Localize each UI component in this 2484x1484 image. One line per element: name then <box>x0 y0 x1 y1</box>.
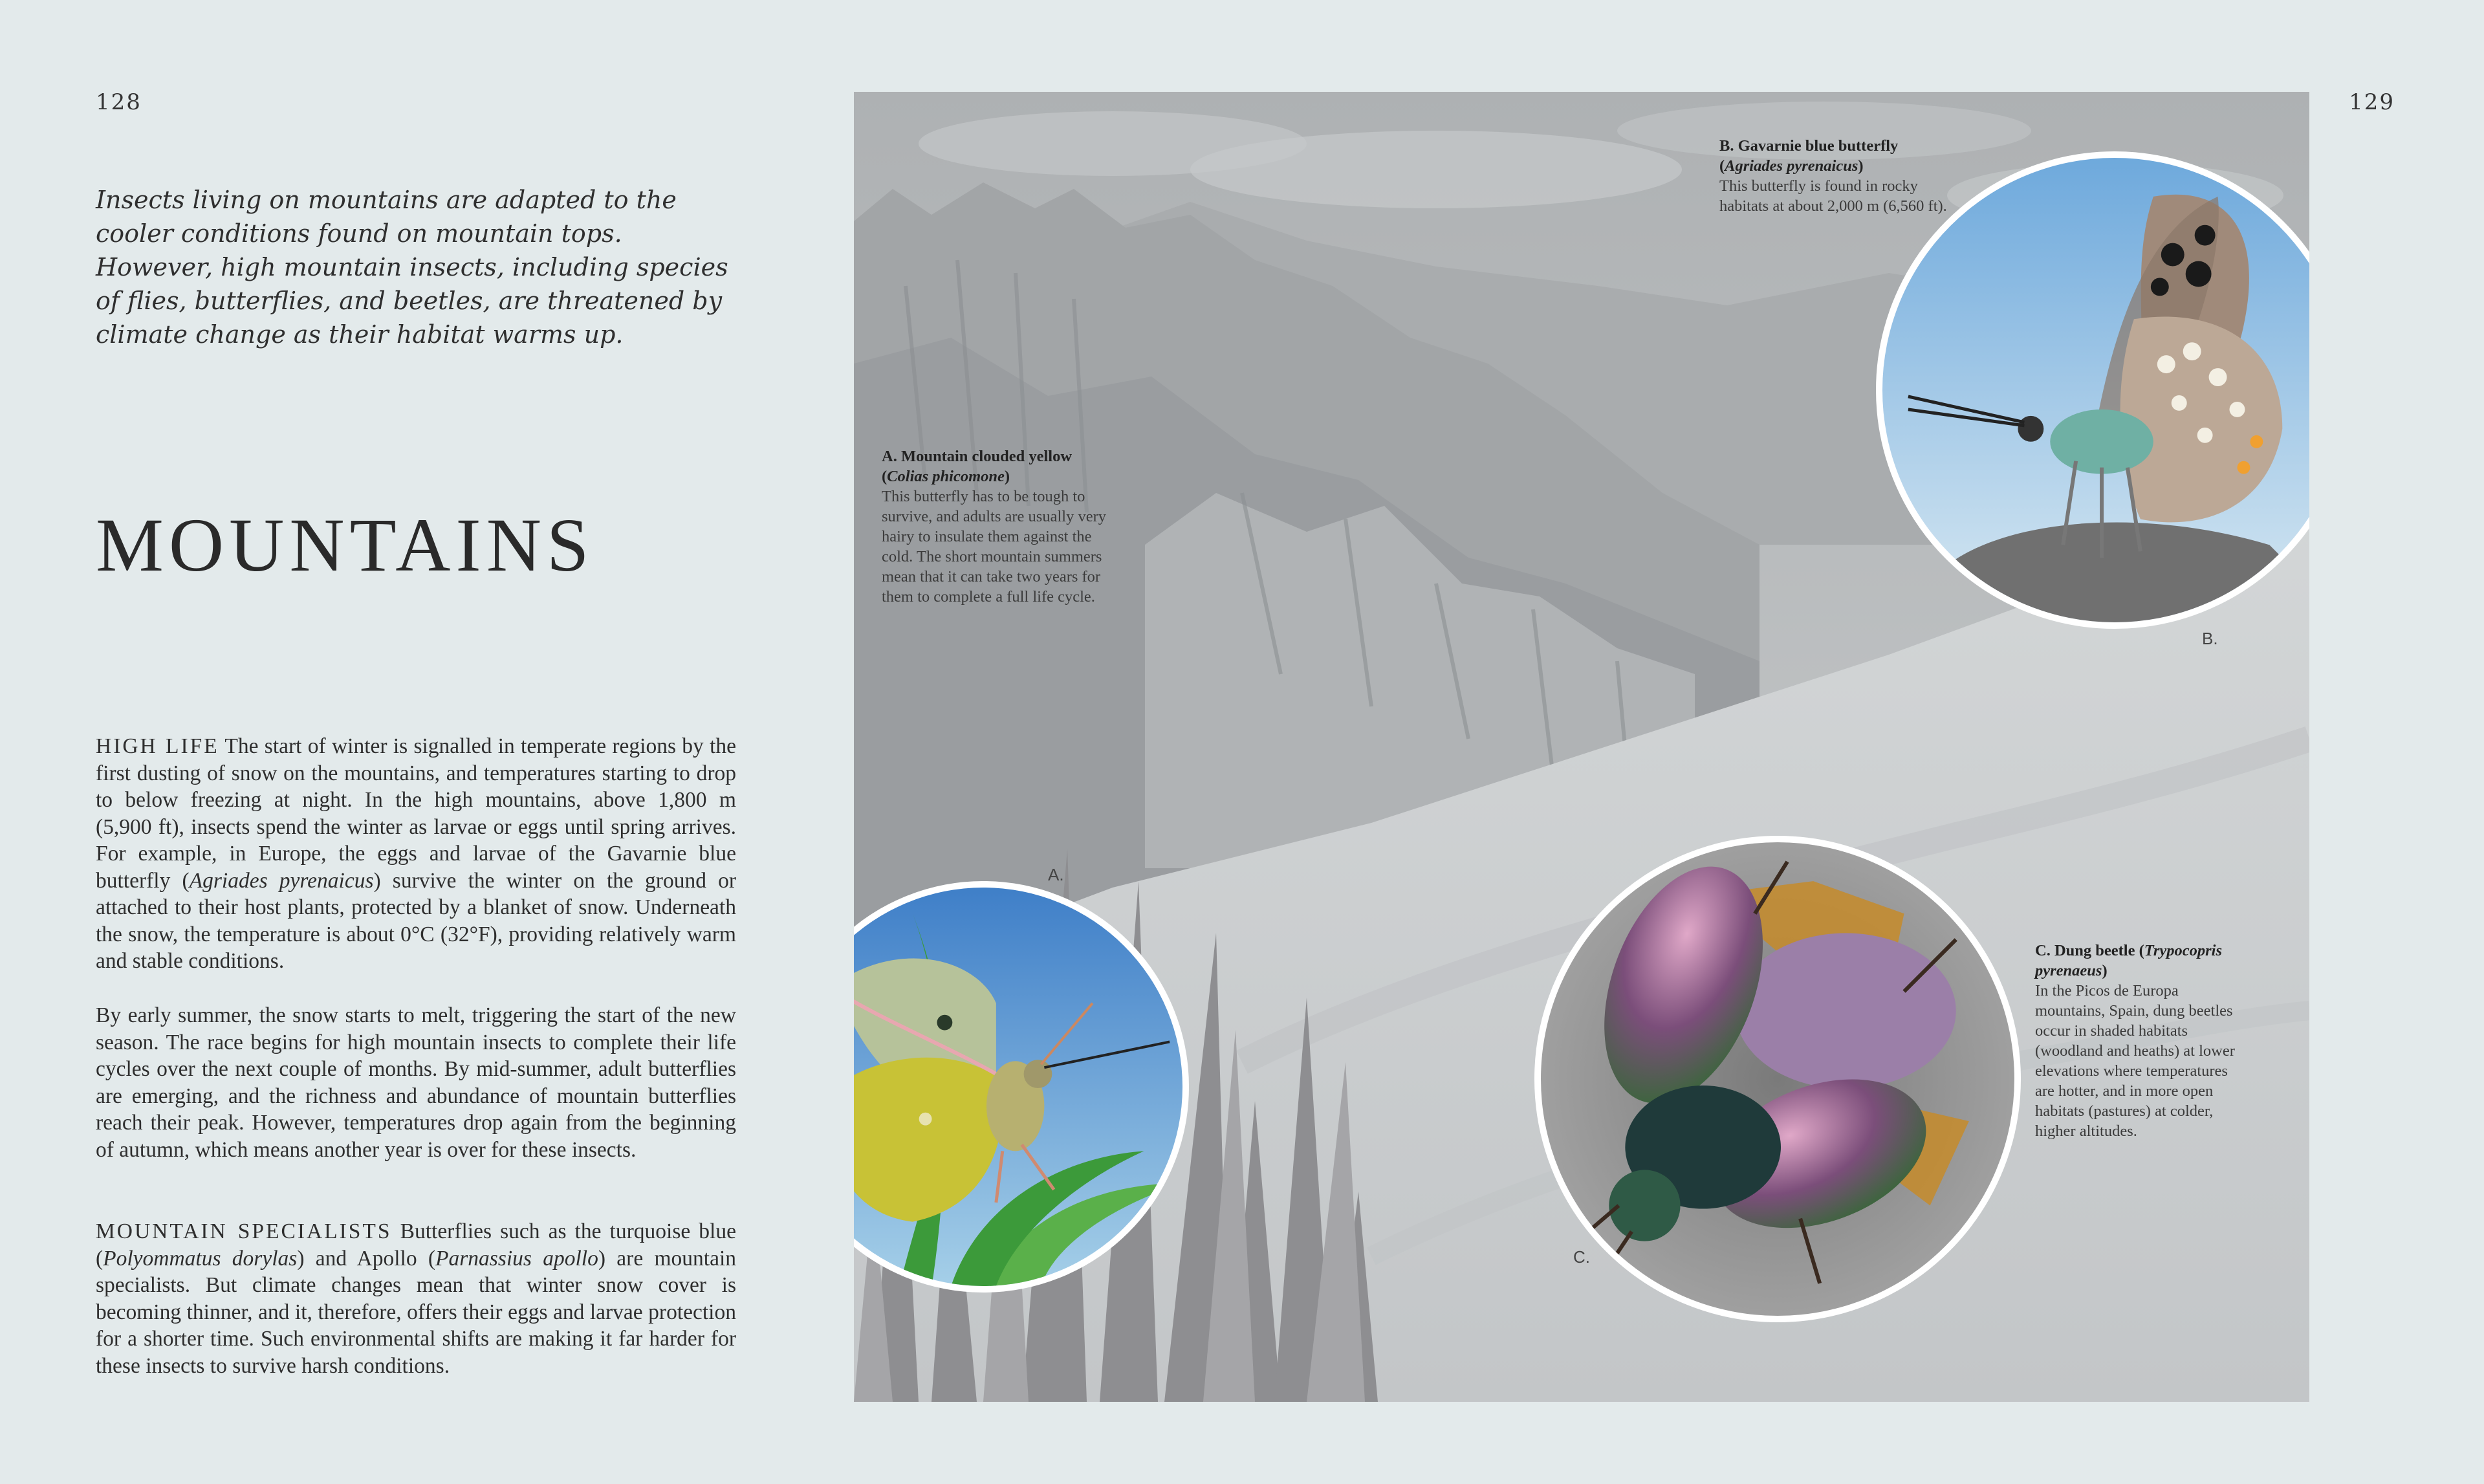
caption-a <box>882 446 1115 607</box>
mountain-illustration <box>854 92 2309 1402</box>
caption-letter: A. <box>882 448 897 465</box>
page-number-left: 128 <box>96 89 142 115</box>
caption-title: Mountain clouded yellow ( <box>882 448 1073 485</box>
caption-title: Dung beetle ( <box>2054 942 2144 959</box>
caption-c <box>2035 941 2236 1141</box>
section-high-life <box>96 733 736 975</box>
caption-text: In the Picos de Europa mountains, Spain, dung beetles occur in shaded habitats (woodland and heaths) at lower elevations where temperatures are hotter, and in more open habitats (pastures) at colder, higher altitudes. <box>2035 982 2235 1140</box>
label-a: A. <box>1048 865 1064 884</box>
caption-letter: C. <box>2035 942 2051 959</box>
page-title: MOUNTAINS <box>96 503 594 587</box>
section-heading: MOUNTAIN SPECIALISTS <box>96 1219 392 1243</box>
section-summer <box>96 1002 736 1163</box>
gavarnie-blue-butterfly-icon <box>1882 158 2309 622</box>
caption-title: ) <box>1858 157 1864 175</box>
section-text: By early summer, the snow starts to melt, triggering the start of the new season. The race begins for high mountain insects to complete their life cycles over the next couple of months. By mid-summer, adult butterflies are emerging, and the richness and abundance of mountain butterflies reach their peak. However, temperatures drop again from the beginning of autumn, which means another year is over for these insects. <box>96 1003 736 1162</box>
intro-paragraph: Insects living on mountains are adapted to the cooler conditions found on mountain tops. However, high mountain insects, including species of flies, butterflies, and beetles, are threatened by climate change as their habitat warms up. <box>96 186 728 349</box>
section-text: Butterflies such as the turquoise blue ( <box>96 1219 736 1271</box>
species-name: Parnassius apollo <box>435 1246 598 1271</box>
dung-beetle-illustration <box>1534 836 2021 1322</box>
caption-species: Trypocopris pyrenaeus <box>2035 942 2222 979</box>
caption-b <box>1719 136 1952 216</box>
caption-text: This butterfly has to be tough to survive, and adults are usually very hairy to insulate them against the cold. The short mountain summers mean that it can take two years for them to complete a full life cycle. <box>882 488 1106 606</box>
label-c: C. <box>1573 1247 1590 1267</box>
caption-species: Colias phicomone <box>887 468 1005 485</box>
caption-letter: B. <box>1719 137 1734 155</box>
section-heading: HIGH LIFE <box>96 734 219 758</box>
caption-title: ) <box>1004 468 1010 485</box>
mountain-clouded-yellow-icon <box>854 888 1182 1286</box>
caption-title: Gavarnie blue butterfly ( <box>1719 137 1899 175</box>
species-name: Agriades pyrenaicus <box>189 868 374 893</box>
section-text: ) are mountain specialists. But climate changes mean that winter snow cover is becoming thinner, and it, therefore, offers their eggs and larvae protection for a shorter time. Such environmental shifts are making it far harder for these insects to survive harsh conditions. <box>96 1246 737 1378</box>
caption-text: This butterfly is found in rocky habitats at about 2,000 m (6,560 ft). <box>1719 177 1947 215</box>
species-name: Polyommatus dorylas <box>103 1246 298 1271</box>
section-mountain-specialists <box>96 1218 736 1379</box>
caption-species: Agriades pyrenaicus <box>1725 157 1858 175</box>
section-text: ) survive the winter on the ground or attached to their host plants, protected by a blanket of snow. Underneath the snow, the temperature is about 0°C (32°F), providing relatively warm and stable conditions. <box>96 868 736 973</box>
dung-beetle-icon <box>1541 842 2014 1316</box>
page-number-right: 129 <box>2349 89 2395 115</box>
section-text: The start of winter is signalled in temperate regions by the first dusting of snow on the mountains, and temperatures starting to drop to below freezing at night. In the high mountains, above 1,800 m (5,900 ft), insects spend the winter as larvae or eggs until spring arrives. For example, in Europe, the eggs and larvae of the Gavarnie blue butterfly ( <box>96 734 737 893</box>
caption-title: ) <box>2102 962 2108 979</box>
label-b: B. <box>2202 629 2218 648</box>
section-text: ) and Apollo ( <box>297 1246 436 1271</box>
